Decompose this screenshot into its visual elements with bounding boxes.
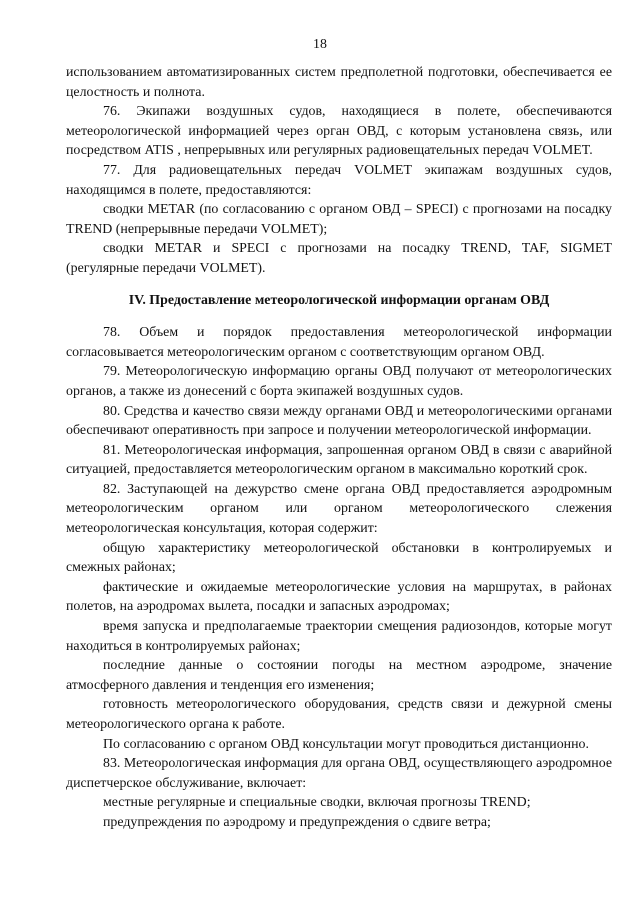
paragraph: последние данные о состоянии погоды на местном аэродроме, значение атмосферного давления и тенденция его изменения; xyxy=(66,658,612,693)
document-body xyxy=(66,63,612,833)
paragraph: фактические и ожидаемые метеорологические условия на маршрутах, в районах полетов, на аэродромах вылета, посадки и запасных аэродромах; xyxy=(66,579,612,615)
paragraph: местные регулярные и специальные сводки, включая прогнозы TREND; xyxy=(103,795,531,811)
paragraph: использованием автоматизированных систем предполетной подготовки, обеспечивается ее целостность и полнота. xyxy=(66,65,612,100)
paragraph: сводки METAR (по согласованию с органом ОВД – SPECI) с прогнозами на посадку TREND (непрерывные передачи VOLMET); xyxy=(66,202,612,237)
paragraph: 80. Средства и качество связи между органами ОВД и метеорологическими органами обеспечивают оперативность при запросе и получении метеорологической информации. xyxy=(66,403,612,439)
page-number: 18 xyxy=(313,37,327,52)
paragraph: 76. Экипажи воздушных судов, находящиеся в полете, обеспечиваются метеорологической информацией через орган ОВД, с которым установлена связь, или посредством ATIS , непрерывных или регулярных радиовещательных передач VOLMET. xyxy=(66,104,612,159)
paragraph: время запуска и предполагаемые траектории смещения радиозондов, которые могут находиться в контролируемых районах; xyxy=(66,619,612,654)
paragraph: сводки METAR и SPECI с прогнозами на посадку TREND, TAF, SIGMET (регулярные передачи VOLMET). xyxy=(66,241,612,276)
paragraph: По согласованию с органом ОВД консультации могут проводиться дистанционно. xyxy=(103,736,589,752)
paragraph: 83. Метеорологическая информация для органа ОВД, осуществляющего аэродромное диспетчерское обслуживание, включает: xyxy=(66,756,612,791)
section-heading: IV. Предоставление метеорологической информации органам ОВД xyxy=(128,292,550,308)
paragraph: 79. Метеорологическую информацию органы ОВД получают от метеорологических органов, а также из донесений с борта экипажей воздушных судов. xyxy=(66,364,612,399)
paragraph: 78. Объем и порядок предоставления метеорологической информации согласовывается метеорологическим органом с соответствующим органом ОВД. xyxy=(66,325,612,360)
paragraph: готовность метеорологического оборудования, средств связи и дежурной смены метеорологического органа к работе. xyxy=(66,697,612,732)
paragraph: 77. Для радиовещательных передач VOLMET экипажам воздушных судов, находящимся в полете, предоставляются: xyxy=(66,162,612,198)
paragraph: 81. Метеорологическая информация, запрошенная органом ОВД в связи с аварийной ситуацией, предоставляется метеорологическим органом в максимально короткий срок. xyxy=(66,442,612,478)
paragraph: предупреждения по аэродрому и предупреждения о сдвиге ветра; xyxy=(103,814,491,830)
paragraph: общую характеристику метеорологической обстановки в контролируемых и смежных районах; xyxy=(66,540,612,576)
paragraphs-before-heading xyxy=(66,63,612,279)
paragraphs-after-heading xyxy=(66,323,612,832)
paragraph: 82. Заступающей на дежурство смене органа ОВД предоставляется аэродромным метеорологическим органом или органом метеорологического слежения метеорологическая консультация, которая содержит: xyxy=(66,481,612,537)
